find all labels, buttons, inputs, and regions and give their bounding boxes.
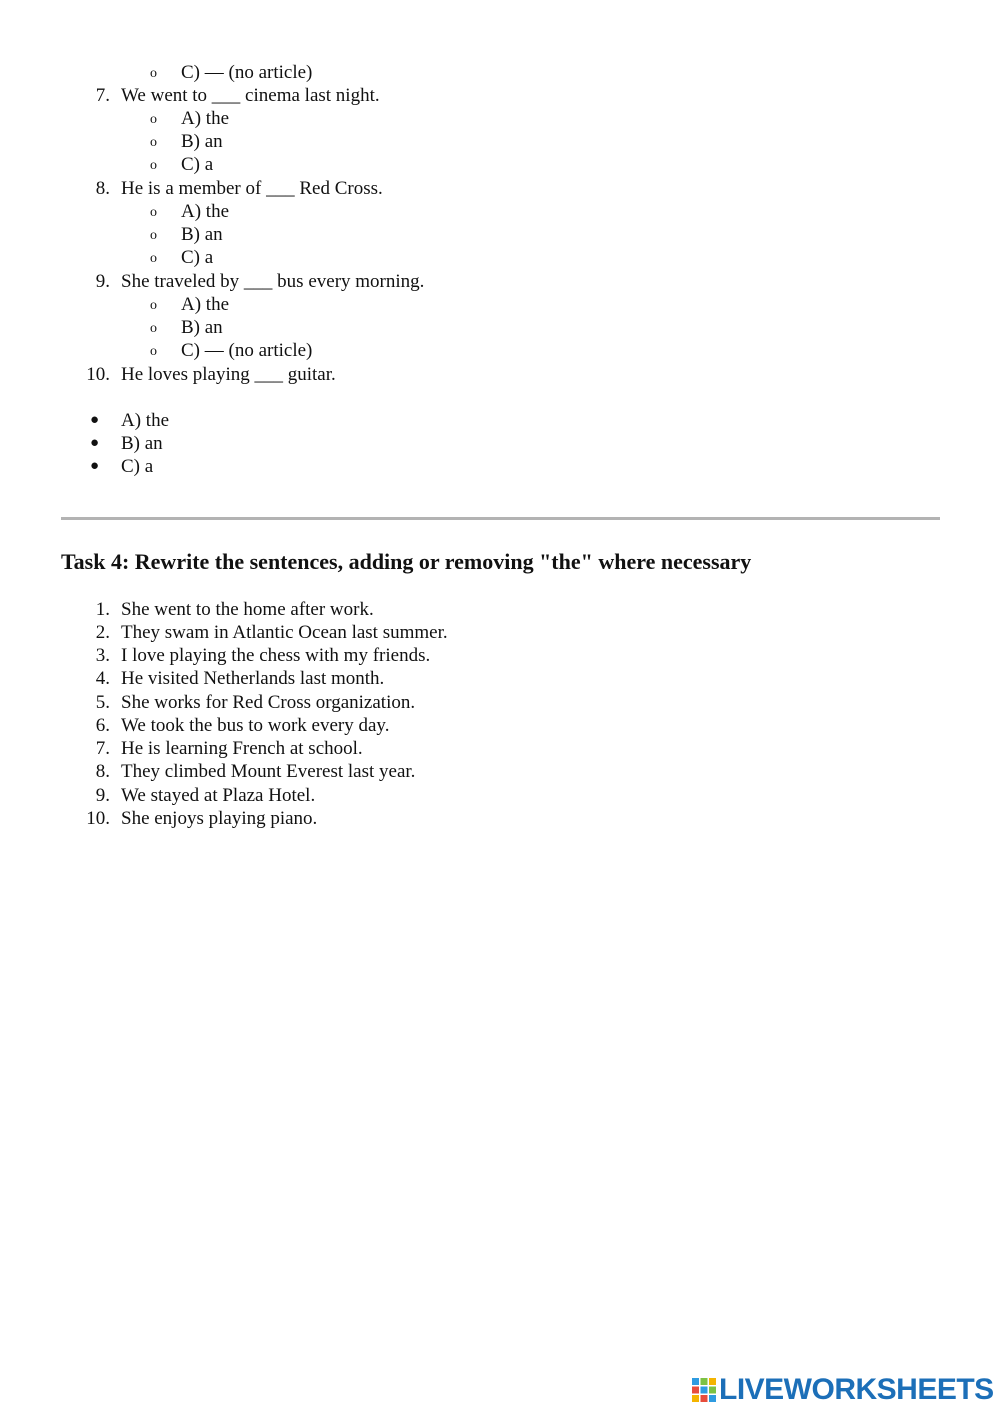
item-number: 2.: [95, 622, 110, 643]
option-marker: o: [150, 205, 157, 220]
item-text: I love playing the chess with my friends.: [121, 645, 431, 666]
option-text: B) an: [181, 131, 223, 152]
option-marker: o: [150, 321, 157, 336]
question-text: She traveled by ___ bus every morning.: [121, 271, 425, 292]
item-number: 6.: [95, 715, 110, 736]
question-text: He loves playing ___ guitar.: [121, 364, 336, 385]
question-number: 7.: [95, 85, 110, 106]
option-marker: o: [150, 112, 157, 127]
option-marker: o: [150, 228, 157, 243]
item-number: 8.: [95, 761, 110, 782]
option-marker: o: [150, 158, 157, 173]
bullet-text: B) an: [121, 433, 163, 454]
item-text: She went to the home after work.: [121, 599, 374, 620]
question-number: 8.: [95, 178, 110, 199]
bullet-text: C) a: [121, 456, 154, 477]
question-text: He is a member of ___ Red Cross.: [121, 178, 383, 199]
option-text: A) the: [181, 294, 230, 315]
item-text: They climbed Mount Everest last year.: [121, 761, 416, 782]
item-number: 5.: [95, 692, 110, 713]
option-text: C) a: [181, 247, 214, 268]
option-text: C) — (no article): [181, 340, 313, 361]
option-text: B) an: [181, 224, 223, 245]
option-text: A) the: [181, 201, 230, 222]
option-marker: o: [150, 251, 157, 266]
bullet-icon: ●: [90, 435, 100, 451]
liveworksheets-logo: [692, 1373, 994, 1407]
option-marker: o: [150, 298, 157, 313]
item-text: He visited Netherlands last month.: [121, 668, 385, 689]
item-text: She enjoys playing piano.: [121, 808, 318, 829]
task-heading: Task 4: Rewrite the sentences, adding or removing "the" where necessary: [61, 549, 752, 574]
item-number: 1.: [95, 599, 110, 620]
item-text: She works for Red Cross organization.: [121, 692, 416, 713]
question-text: We went to ___ cinema last night.: [121, 85, 380, 106]
item-number: 4.: [95, 668, 110, 689]
question-number: 9.: [95, 271, 110, 292]
bullet-text: A) the: [121, 410, 170, 431]
question-number: 10.: [86, 364, 110, 385]
liveworksheets-logo-icon: [692, 1378, 716, 1402]
item-number: 9.: [95, 785, 110, 806]
option-text: A) the: [181, 108, 230, 129]
option-text: C) — (no article): [181, 62, 313, 83]
item-text: We took the bus to work every day.: [121, 715, 390, 736]
bullet-icon: ●: [90, 412, 100, 428]
item-number: 3.: [95, 645, 110, 666]
item-number: 10.: [86, 808, 110, 829]
liveworksheets-logo-text: LIVEWORKSHEETS: [719, 1373, 994, 1406]
section-divider: [61, 517, 940, 520]
item-text: He is learning French at school.: [121, 738, 363, 759]
item-number: 7.: [95, 738, 110, 759]
option-marker: o: [150, 344, 157, 359]
option-text: C) a: [181, 154, 214, 175]
item-text: We stayed at Plaza Hotel.: [121, 785, 316, 806]
option-text: B) an: [181, 317, 223, 338]
option-marker: o: [150, 66, 157, 81]
item-text: They swam in Atlantic Ocean last summer.: [121, 622, 448, 643]
bullet-icon: ●: [90, 458, 100, 474]
option-marker: o: [150, 135, 157, 150]
